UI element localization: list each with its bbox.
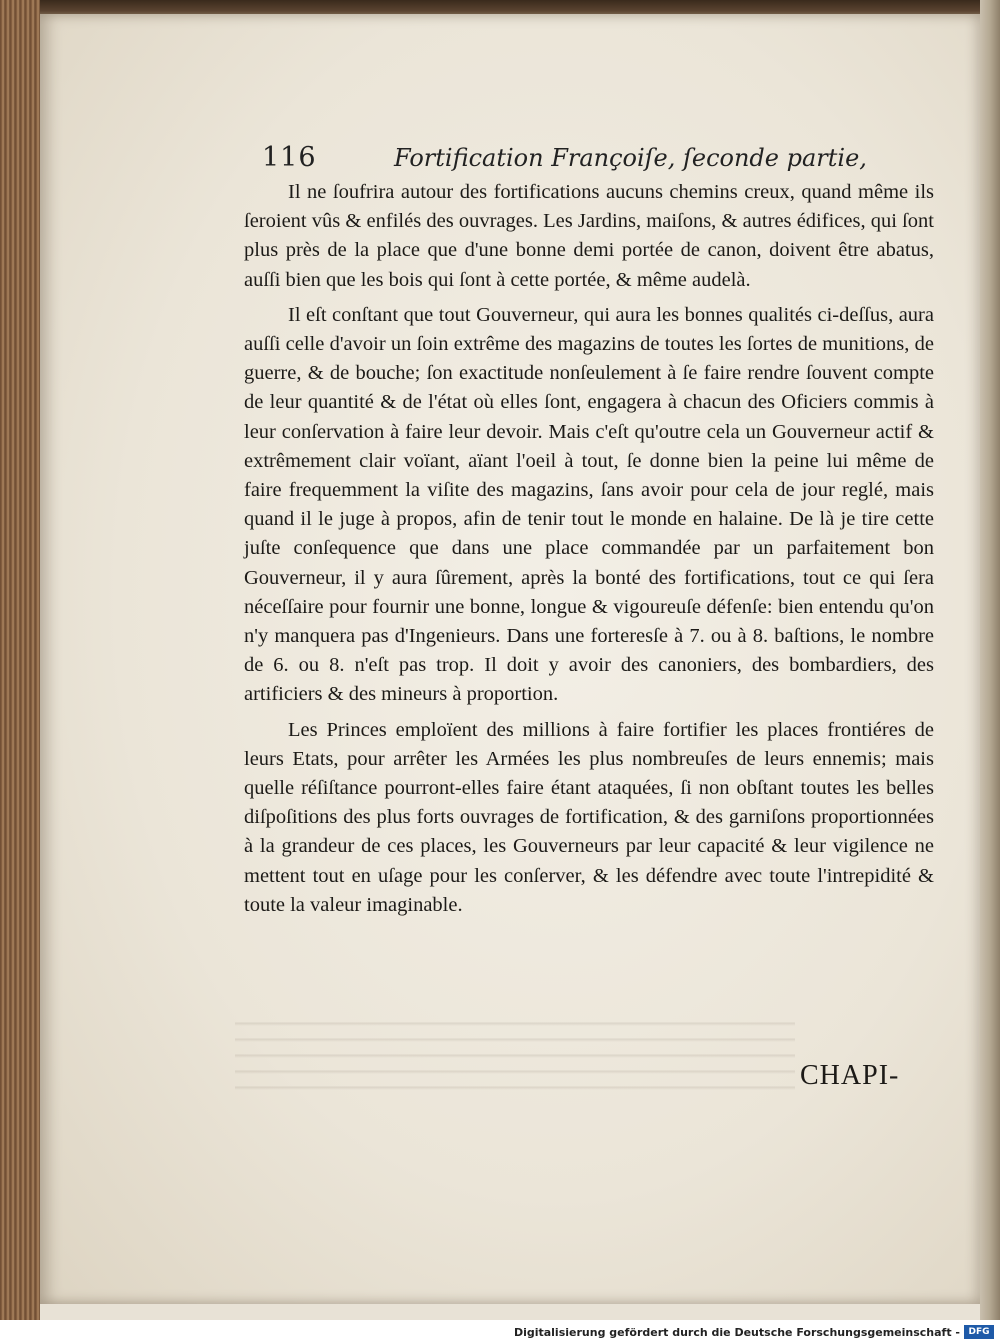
paragraph: Les Princes emploïent des millions à faire fortifier les places frontiéres de leurs Etats, pour arrêter les Armées les plus nombreuſes de leurs ennemis; mais quelle réſiſtance pourront-elles faire étant ataquées, ſi non obſtant toutes les belles diſpoſitions des plus forts ouvrages de fortification, & des garniſons proportionnées à la grandeur de ces places, les Gouverneurs par leur capacité & leur vigilence ne mettent tout en uſage pour les conſerver, & les défendre avec toute l'intrepidité & toute la valeur imaginable. [244,718,934,916]
book-page-edges [0,0,40,1320]
ink-bleed-through [235,1010,795,1090]
catchword: CHAPI- [800,1060,900,1091]
facing-page-edge [980,0,1000,1320]
body-text [244,178,934,926]
paragraph: Il eſt conſtant que tout Gouverneur, qui aura les bonnes qualités ci-deſſus, aura auſſi celle d'avoir un ſoin extrême des magazins de toutes les ſortes de munitions, de guerre, & de bouche; ſon exactitude nonſeulement à ſe faire rendre ſouvent compte de leur quantité & de l'état où elles ſont, engagera à chacun des Oficiers commis à leur conſervation à faire leur devoir. Mais c'eſt qu'outre cela un Gouverneur actif & extrêmement clair voïant, aïant l'oeil à tout, ſe donne bien la peine lui même de faire frequemment la viſite des magazins, ſans avoir pour cela de jour reglé, mais quand il le juge à propos, afin de tenir tout le monde en halaine. De là je tire cette juſte conſequence que dans une place commandée par un parfaitement bon Gouverneur, il y aura ſûrement, après la bonté des fortifications, tout ce qui ſera néceſſaire pour fournir une bonne, longue & vigoureuſe défenſe: bien entendu qu'on n'y manquera pas d'Ingenieurs. Dans une forteresſe à 7. ou à 8. baſtions, le nombre de 6. ou 8. n'eſt pas trop. Il doit y avoir des canoniers, des bombardiers, des artificiers & des mineurs à proportion. [244,303,934,706]
dfg-logo: DFG [964,1325,994,1339]
page-number: 116 [262,142,317,173]
page-header [262,138,867,178]
digitization-credit: Digitalisierung gefördert durch die Deutsche Forschungsgemeinschaft - [513,1326,960,1339]
running-title: Fortification Françoiſe, ſeconde partie, [394,144,867,172]
paragraph: Il ne ſoufrira autour des fortifications aucuns chemins creux, quand même ils ſeroient vûs & enfilés des ouvrages. Les Jardins, maiſons, & autres édifices, qui ſont plus près de la place que d'une bonne demi portée de canon, doivent être abatus, auſſi bien que les bois qui ſont à cette portée, & même audelà. [244,181,934,291]
